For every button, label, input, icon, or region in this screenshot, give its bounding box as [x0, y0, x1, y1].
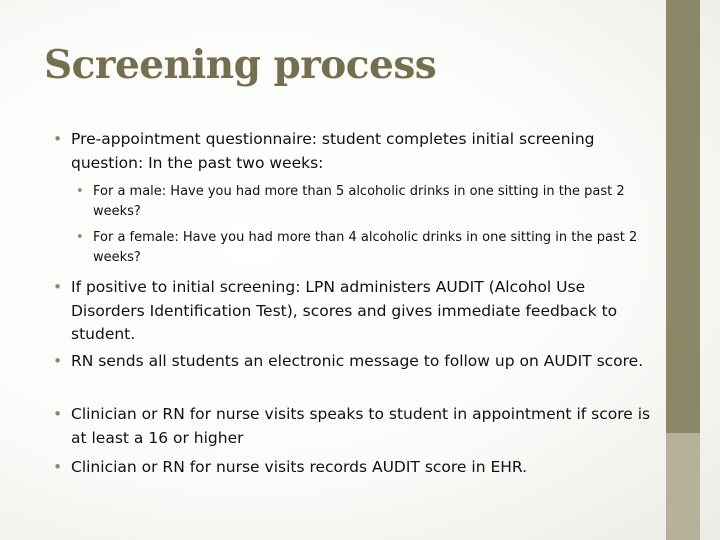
- bullet-item: [53, 403, 651, 450]
- bullet-text: Clinician or RN for nurse visits speaks to student in appointment if score is at least a 16 or higher: [71, 405, 651, 447]
- bullet-marker: •: [76, 184, 84, 199]
- bullet-text: If positive to initial screening: LPN administers AUDIT (Alcohol Use Disorders Identification Test), scores and gives immediate feedback to student.: [71, 278, 618, 343]
- bullet-marker: •: [53, 405, 63, 423]
- bullet-text: For a male: Have you had more than 5 alcoholic drinks in one sitting in the past 2 weeks?: [93, 184, 625, 219]
- bullet-text: For a female: Have you had more than 4 alcoholic drinks in one sitting in the past 2 weeks?: [93, 230, 638, 265]
- accent-sidebar: [666, 0, 700, 540]
- bullet-text: Clinician or RN for nurse visits records AUDIT score in EHR.: [71, 458, 528, 476]
- sub-bullet-item: [72, 182, 643, 222]
- slide-title: Screening process: [44, 42, 437, 88]
- bullet-item: [53, 350, 651, 374]
- bullet-marker: •: [53, 458, 63, 476]
- bullet-text: RN sends all students an electronic message to follow up on AUDIT score.: [71, 352, 644, 370]
- accent-sidebar-highlight: [666, 433, 700, 540]
- sub-bullet-item: [72, 228, 643, 268]
- bullet-item: [53, 456, 651, 480]
- bullet-marker: •: [76, 230, 84, 245]
- bullet-marker: •: [53, 352, 63, 370]
- bullet-marker: •: [53, 130, 63, 148]
- bullet-text: Pre-appointment questionnaire: student completes initial screening question: In the past two weeks:: [71, 130, 595, 172]
- bullet-item: [53, 276, 651, 347]
- bullet-marker: •: [53, 278, 63, 296]
- bullet-item: [53, 128, 651, 175]
